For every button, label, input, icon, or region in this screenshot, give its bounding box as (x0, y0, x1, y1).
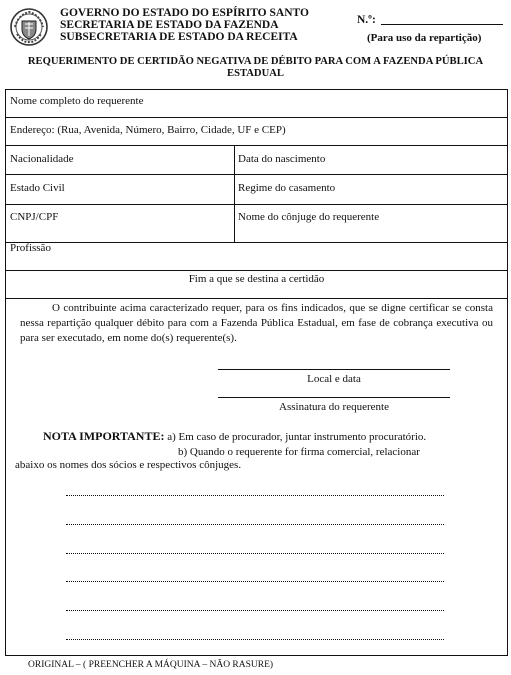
header-subsecretariat: SUBSECRETARIA DE ESTADO DA RECEITA (60, 31, 298, 43)
note-item-b-continued: abaixo os nomes dos sócios e respectivos cônjuges. (15, 459, 242, 471)
important-note (43, 429, 426, 444)
partner-line[interactable] (66, 581, 444, 582)
divider (6, 174, 507, 175)
document-title-continued: ESTADUAL (227, 68, 284, 79)
protocol-number-field[interactable] (381, 24, 503, 25)
marriage-regime-field[interactable]: Regime do casamento (238, 182, 336, 194)
signature-line[interactable] (218, 397, 450, 398)
partner-line[interactable] (66, 524, 444, 525)
note-item-b: b) Quando o requerente for firma comercial, relacionar (178, 446, 420, 458)
place-date-label: Local e data (307, 373, 361, 385)
divider (6, 270, 507, 271)
birth-date-field[interactable]: Data do nascimento (238, 153, 326, 165)
footer-note: ORIGINAL – ( PREENCHER A MÁQUINA – NÃO RASURE) (28, 660, 274, 670)
civil-status-field[interactable]: Estado Civil (10, 182, 65, 194)
divider (6, 204, 507, 205)
divider (6, 298, 507, 299)
divider (6, 145, 507, 146)
column-divider (234, 145, 235, 242)
coat-of-arms-icon (9, 7, 49, 47)
office-use-label: (Para uso da repartição) (367, 32, 482, 44)
header-secretariat: SECRETARIA DE ESTADO DA FAZENDA (60, 19, 279, 31)
address-field[interactable]: Endereço: (Rua, Avenida, Número, Bairro, Cidade, UF e CEP) (10, 124, 286, 136)
document-title: REQUERIMENTO DE CERTIDÃO NEGATIVA DE DÉBITO PARA COM A FAZENDA PÚBLICA (27, 56, 484, 67)
divider (6, 242, 507, 243)
divider (6, 117, 507, 118)
signature-label: Assinatura do requerente (279, 401, 389, 413)
partner-line[interactable] (66, 610, 444, 611)
full-name-field[interactable]: Nome completo do requerente (10, 95, 144, 107)
header-government: GOVERNO DO ESTADO DO ESPÍRITO SANTO (60, 7, 309, 19)
form-frame (5, 89, 508, 656)
cnpj-cpf-field[interactable]: CNPJ/CPF (10, 211, 59, 223)
request-statement: O contribuinte acima caracterizado requer, para os fins indicados, que se digne certificar se consta nessa repartição qualquer débito para com a Fazenda Pública Estadual, em fase de cobrança executiva ou para ser executado, em nome do(s) requerente(s). (20, 302, 493, 344)
partner-line[interactable] (66, 495, 444, 496)
note-heading: NOTA IMPORTANTE: (43, 429, 165, 443)
place-date-line[interactable] (218, 369, 450, 370)
protocol-number-label: N.º: (357, 14, 376, 26)
nationality-field[interactable]: Nacionalidade (10, 153, 74, 165)
spouse-name-field[interactable]: Nome do cônjuge do requerente (238, 211, 380, 223)
partner-line[interactable] (66, 639, 444, 640)
partner-line[interactable] (66, 553, 444, 554)
note-item-a: a) Em caso de procurador, juntar instrumento procuratório. (167, 431, 427, 443)
profession-field[interactable]: Profissão (10, 242, 51, 254)
purpose-field[interactable]: Fim a que se destina a certidão (188, 273, 325, 285)
